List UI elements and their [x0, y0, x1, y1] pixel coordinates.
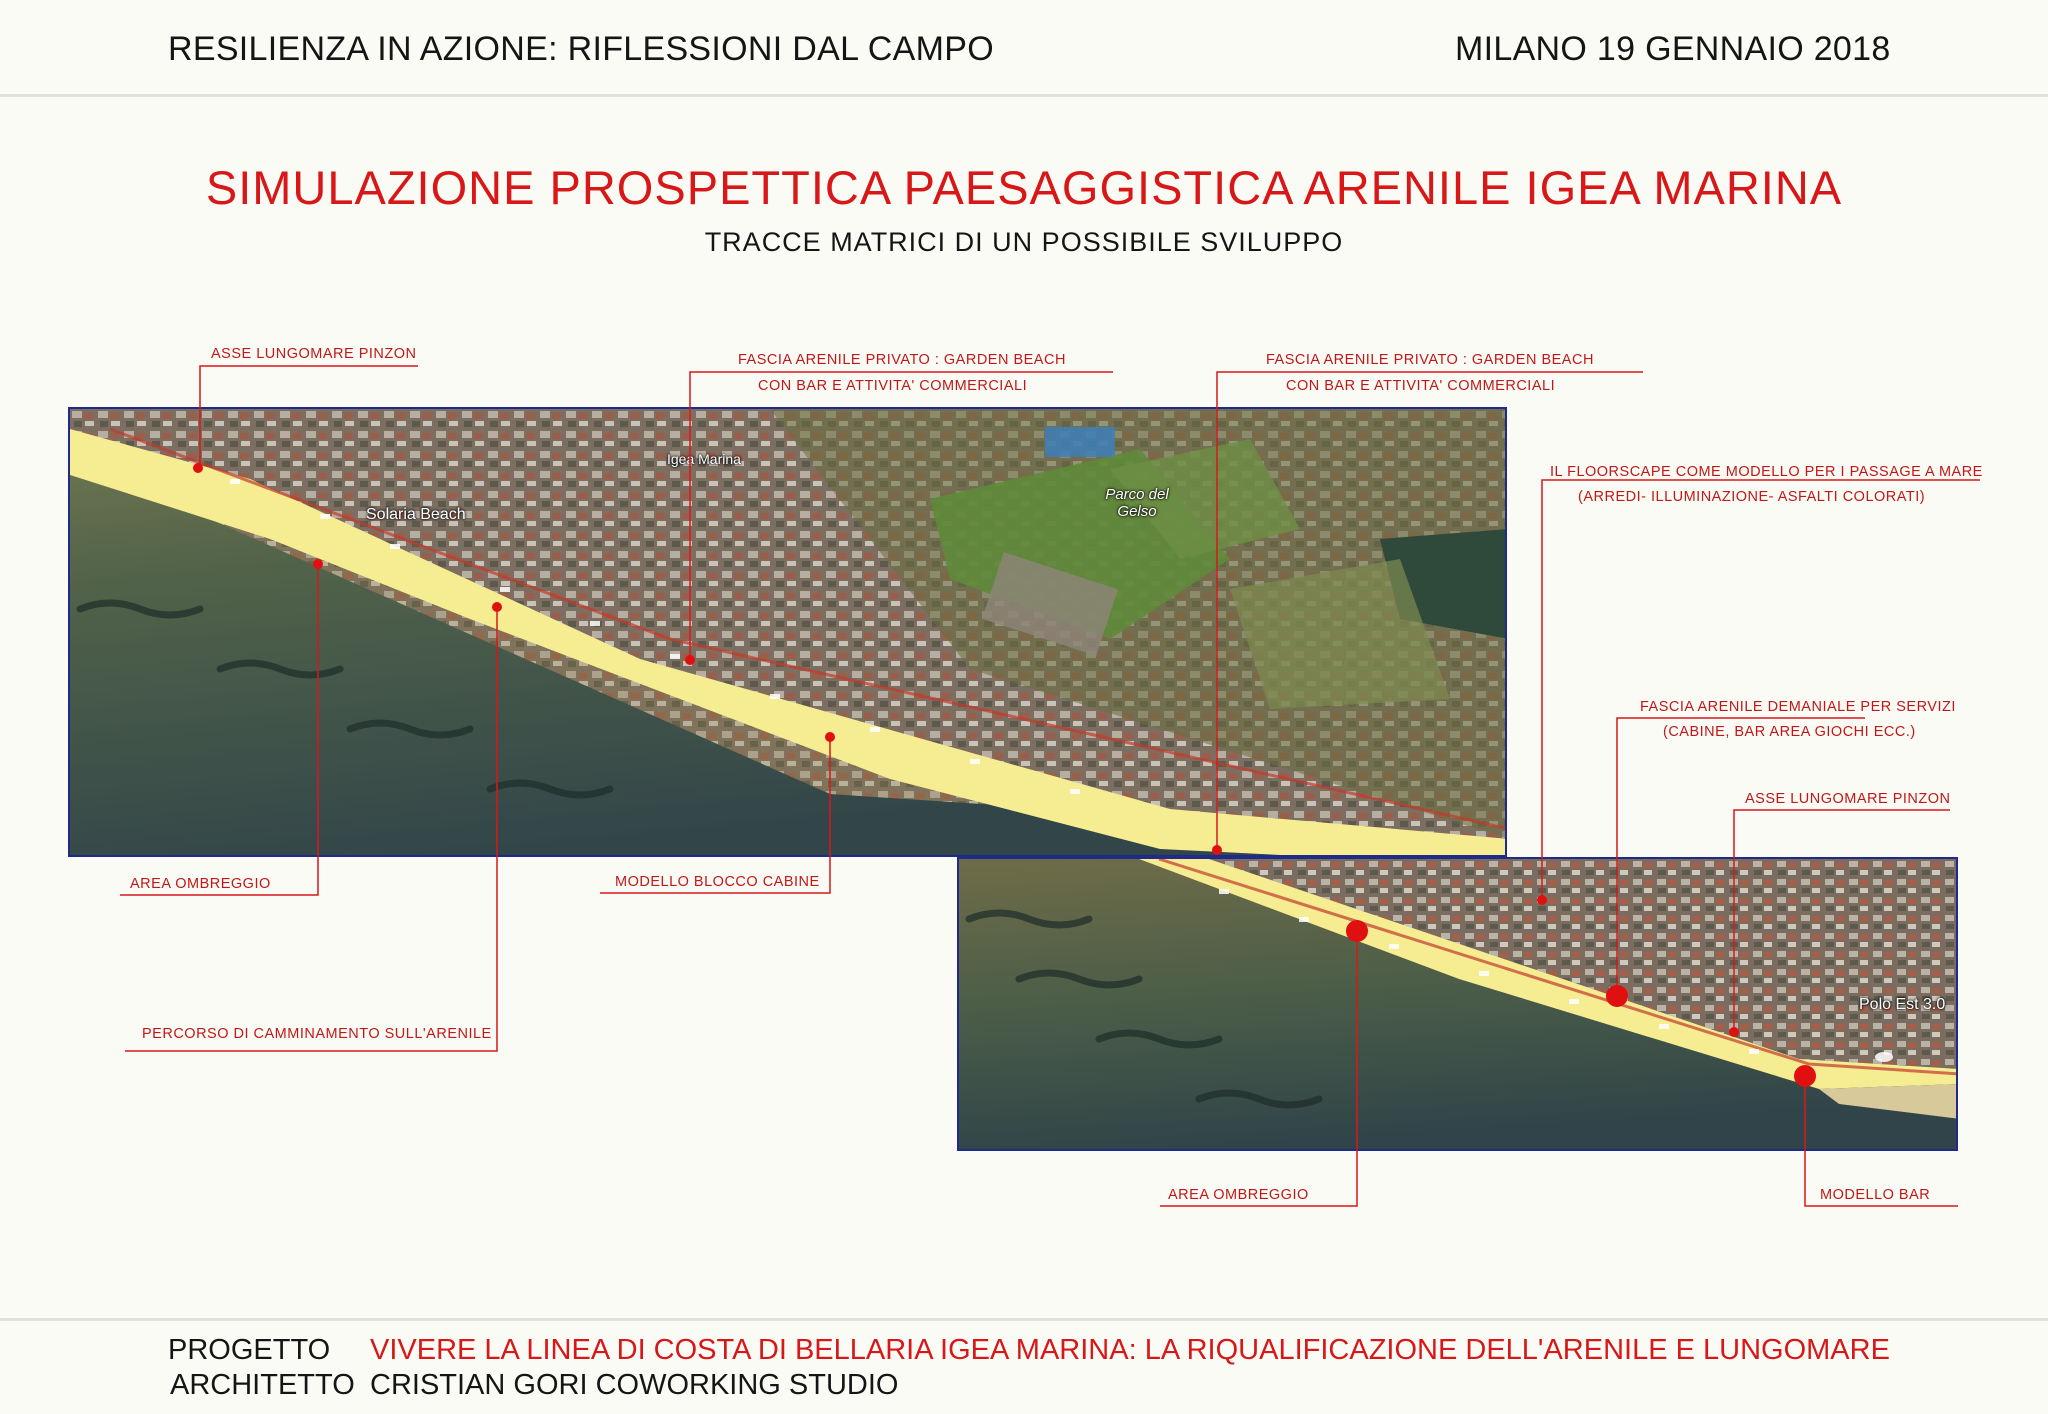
footer-divider — [0, 1318, 2048, 1321]
label-area-ombreggio-1: AREA OMBREGGIO — [130, 876, 271, 892]
label-modello-blocco-cabine: MODELLO BLOCCO CABINE — [615, 874, 820, 890]
map-label-igea-marina: Igea Marina — [667, 451, 741, 467]
footer-architetto-value: CRISTIAN GORI COWORKING STUDIO — [370, 1369, 899, 1401]
label-modello-bar: MODELLO BAR — [1820, 1187, 1931, 1203]
header-date: MILANO 19 GENNAIO 2018 — [1455, 30, 1891, 68]
map-label-solaria-beach: Solaria Beach — [366, 506, 466, 523]
footer-architetto-label: ARCHITETTO — [170, 1369, 355, 1401]
label-demaniale-line1: FASCIA ARENILE DEMANIALE PER SERVIZI — [1640, 699, 1956, 715]
label-asse-lungomare-1: ASSE LUNGOMARE PINZON — [211, 346, 417, 362]
label-fascia-privato-1-line2: CON BAR E ATTIVITA' COMMERCIALI — [758, 378, 1028, 394]
label-floorscape-line2: (ARREDI- ILLUMINAZIONE- ASFALTI COLORATI) — [1578, 489, 1926, 505]
footer-progetto-value: VIVERE LA LINEA DI COSTA DI BELLARIA IGEA MARINA: LA RIQUALIFICAZIONE DELL'ARENILE E LUNGOMARE — [370, 1334, 1890, 1366]
label-area-ombreggio-2: AREA OMBREGGIO — [1168, 1187, 1309, 1203]
label-floorscape-line1: IL FLOORSCAPE COME MODELLO PER I PASSAGE A MARE — [1550, 464, 1983, 480]
map-label-parco-del-gelso: Parco del Gelso — [1105, 486, 1169, 520]
label-fascia-privato-2-line2: CON BAR E ATTIVITA' COMMERCIALI — [1286, 378, 1556, 394]
label-percorso-camminamento: PERCORSO DI CAMMINAMENTO SULL'ARENILE — [142, 1026, 492, 1042]
label-fascia-privato-1-line1: FASCIA ARENILE PRIVATO : GARDEN BEACH — [738, 352, 1066, 368]
label-demaniale-line2: (CABINE, BAR AREA GIOCHI ECC.) — [1663, 724, 1916, 740]
header-left-title: RESILIENZA IN AZIONE: RIFLESSIONI DAL CAMPO — [168, 30, 994, 68]
label-asse-lungomare-2: ASSE LUNGOMARE PINZON — [1745, 791, 1951, 807]
page-subtitle: TRACCE MATRICI DI UN POSSIBILE SVILUPPO — [704, 227, 1344, 257]
map-label-polo-est: Polo Est 3.0 — [1859, 996, 1946, 1013]
label-fascia-privato-2-line1: FASCIA ARENILE PRIVATO : GARDEN BEACH — [1266, 352, 1594, 368]
page-title: SIMULAZIONE PROSPETTICA PAESAGGISTICA ARENILE IGEA MARINA — [205, 161, 1843, 214]
footer-progetto-label: PROGETTO — [168, 1334, 331, 1366]
